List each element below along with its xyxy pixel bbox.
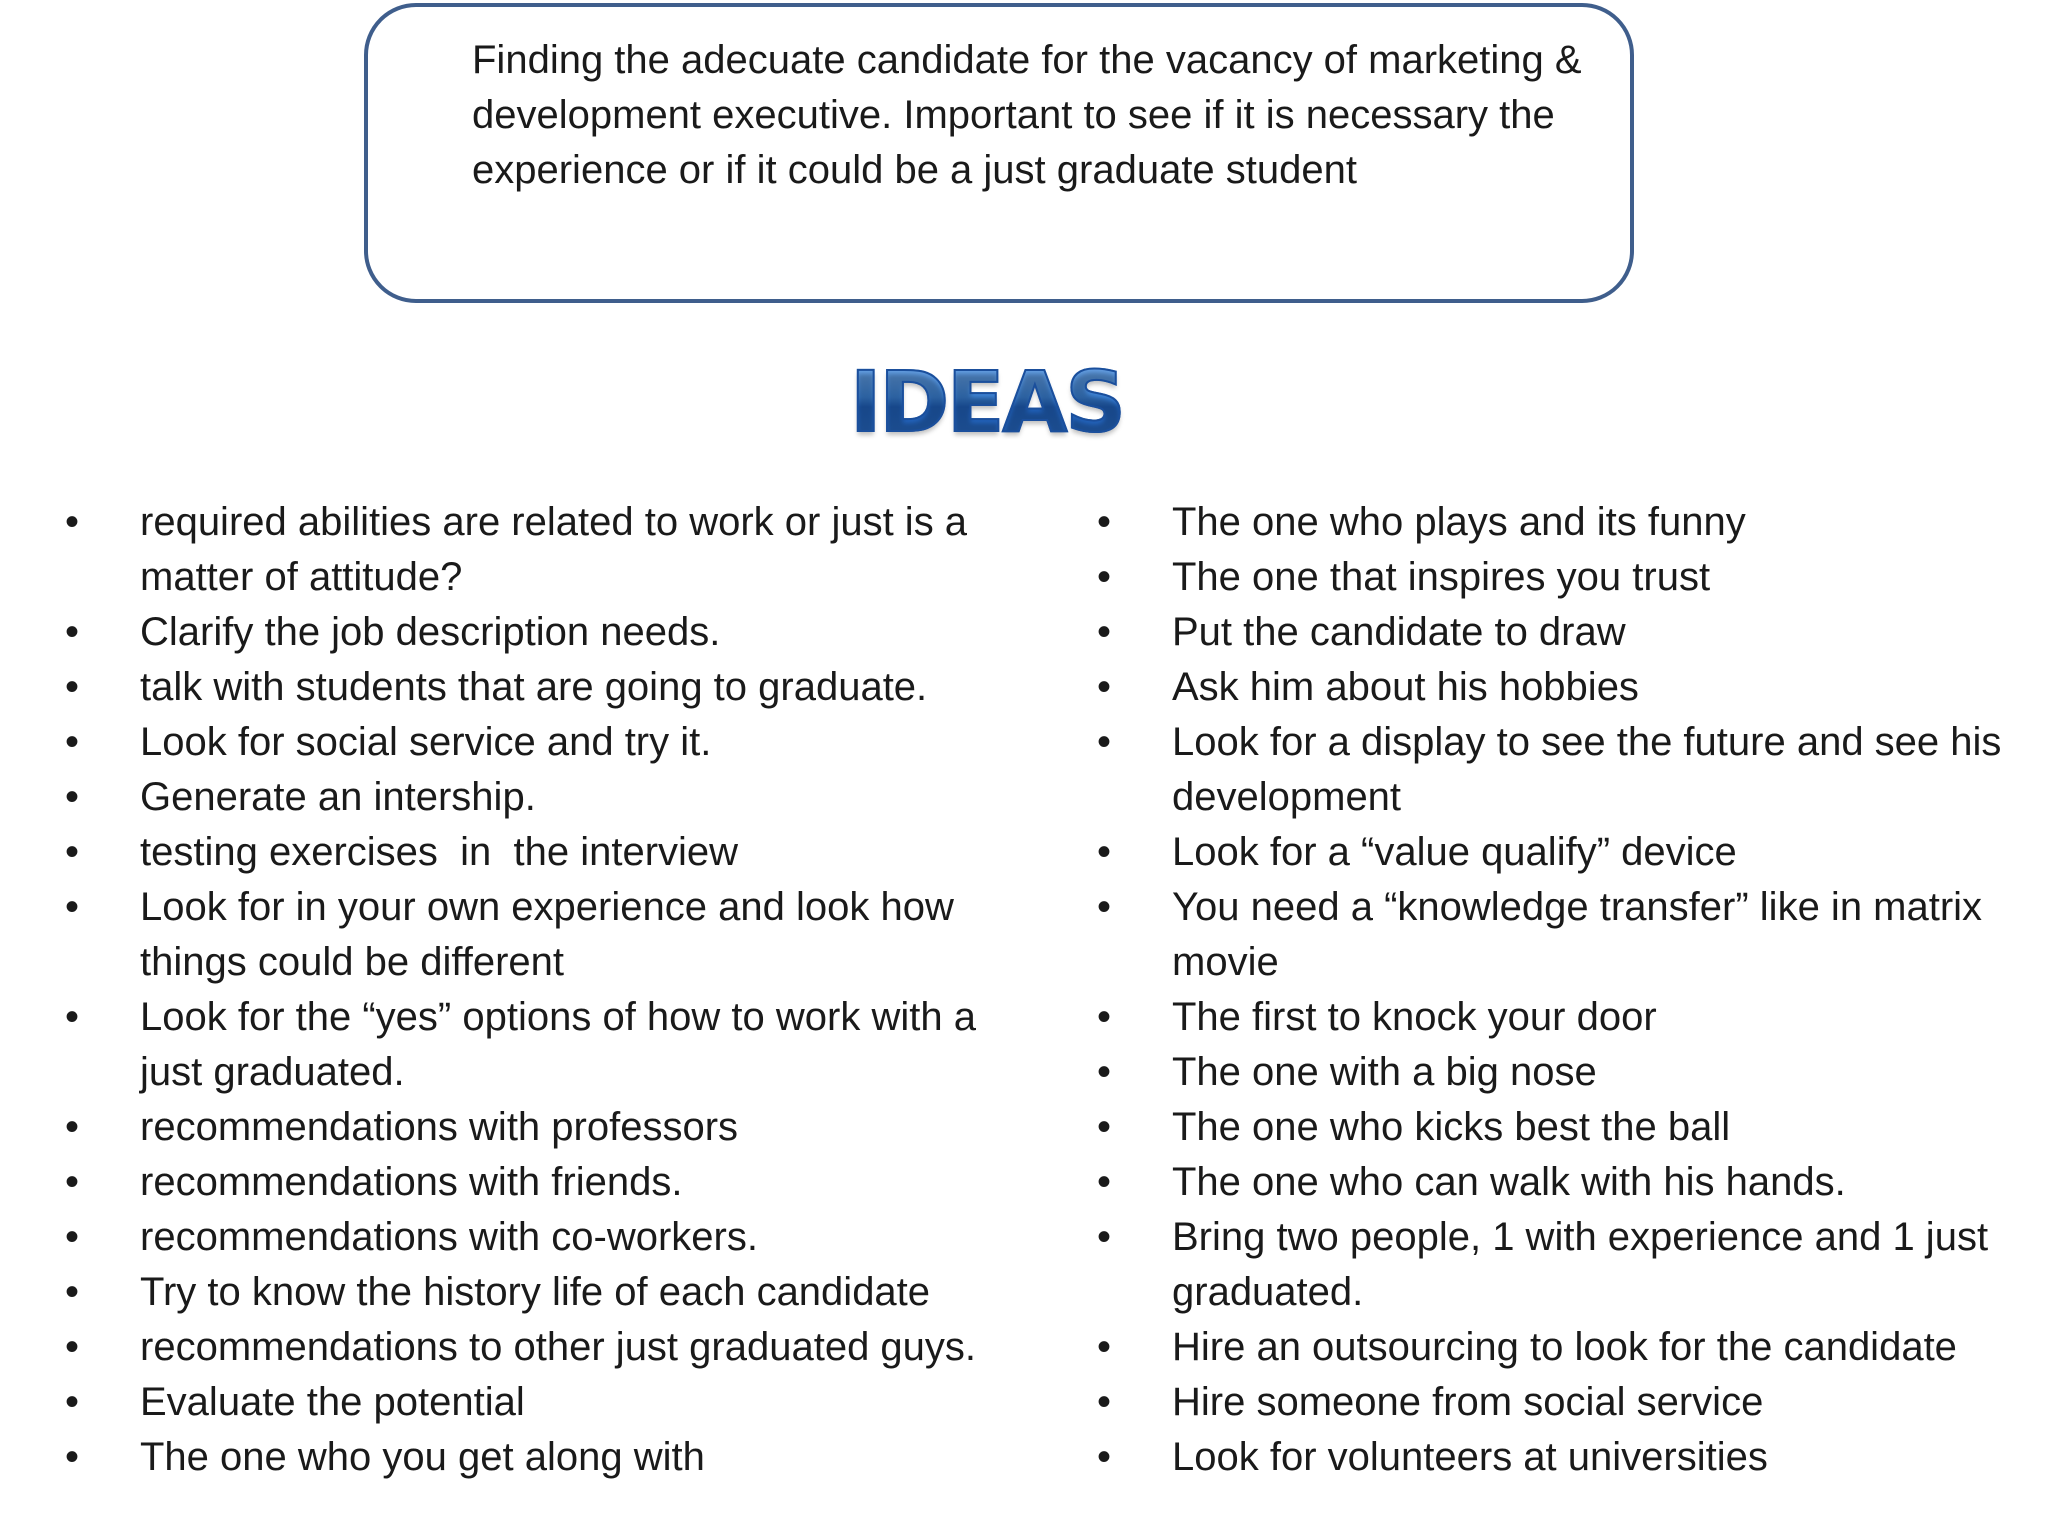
idea-item — [60, 1430, 1040, 1485]
ideas-title: IDEAS — [0, 352, 1974, 452]
idea-item — [1092, 550, 2042, 605]
bullet-icon: • — [64, 1215, 79, 1259]
bullet-icon: • — [1096, 830, 1111, 874]
bullet-icon: • — [64, 1380, 79, 1424]
idea-item — [60, 825, 1040, 880]
idea-item — [60, 605, 1040, 660]
bullet-icon: • — [1096, 665, 1111, 709]
idea-text: The one who can walk with his hands. — [1172, 1160, 1846, 1204]
bullet-icon: • — [1096, 995, 1111, 1039]
bullet-icon: • — [64, 885, 79, 929]
idea-item — [60, 770, 1040, 825]
ideas-list-right — [1092, 495, 2042, 1485]
idea-item — [60, 1210, 1040, 1265]
idea-item — [60, 990, 1040, 1100]
bullet-icon: • — [64, 610, 79, 654]
idea-text: required abilities are related to work or just is a matter of attitude? — [140, 500, 979, 599]
idea-text: Bring two people, 1 with experience and 1 just graduated. — [1172, 1215, 2000, 1314]
bullet-icon: • — [64, 995, 79, 1039]
idea-text: The one who you get along with — [140, 1435, 705, 1479]
idea-item — [1092, 1430, 2042, 1485]
idea-item — [1092, 715, 2042, 825]
idea-text: The one who kicks best the ball — [1172, 1105, 1731, 1149]
bullet-icon: • — [64, 665, 79, 709]
bullet-icon: • — [1096, 1215, 1111, 1259]
idea-item — [1092, 1320, 2042, 1375]
bullet-icon: • — [1096, 885, 1111, 929]
idea-text: The first to knock your door — [1172, 995, 1657, 1039]
idea-item — [60, 880, 1040, 990]
bullet-icon: • — [64, 1435, 79, 1479]
bullet-icon: • — [64, 830, 79, 874]
idea-text: Look for the “yes” options of how to work with a just graduated. — [140, 995, 988, 1094]
idea-item — [60, 1265, 1040, 1320]
idea-item — [1092, 660, 2042, 715]
bullet-icon: • — [64, 1160, 79, 1204]
idea-item — [1092, 1375, 2042, 1430]
bullet-icon: • — [64, 1105, 79, 1149]
idea-text: The one who plays and its funny — [1172, 500, 1746, 544]
bullet-icon: • — [64, 1270, 79, 1314]
idea-text: Generate an intership. — [140, 775, 536, 819]
bullet-icon: • — [1096, 720, 1111, 764]
idea-text: talk with students that are going to graduate. — [140, 665, 928, 709]
bullet-icon: • — [64, 720, 79, 764]
idea-text: The one that inspires you trust — [1172, 555, 1711, 599]
idea-text: recommendations with professors — [140, 1105, 739, 1149]
idea-item — [1092, 1210, 2042, 1320]
idea-item — [1092, 1100, 2042, 1155]
idea-text: You need a “knowledge transfer” like in matrix movie — [1172, 885, 1994, 984]
idea-text: testing exercises in the interview — [140, 830, 739, 874]
idea-text: recommendations with friends. — [140, 1160, 683, 1204]
idea-text: Try to know the history life of each candidate — [140, 1270, 931, 1314]
ideas-list-left — [60, 495, 1040, 1485]
bullet-icon: • — [1096, 500, 1111, 544]
idea-item — [1092, 1155, 2042, 1210]
bullet-icon: • — [1096, 1380, 1111, 1424]
idea-item — [1092, 990, 2042, 1045]
idea-text: Put the candidate to draw — [1172, 610, 1626, 654]
bullet-icon: • — [1096, 1050, 1111, 1094]
idea-item — [1092, 495, 2042, 550]
idea-text: Look for social service and try it. — [140, 720, 712, 764]
idea-item — [60, 1155, 1040, 1210]
idea-text: Look for a “value qualify” device — [1172, 830, 1737, 874]
idea-text: Hire an outsourcing to look for the candidate — [1172, 1325, 1957, 1369]
idea-item — [60, 495, 1040, 605]
bullet-icon: • — [64, 500, 79, 544]
bullet-icon: • — [64, 775, 79, 819]
bullet-icon: • — [1096, 1325, 1111, 1369]
bullet-icon: • — [1096, 610, 1111, 654]
idea-text: Hire someone from social service — [1172, 1380, 1764, 1424]
idea-text: Ask him about his hobbies — [1172, 665, 1639, 709]
idea-text: Evaluate the potential — [140, 1380, 525, 1424]
bullet-icon: • — [1096, 1435, 1111, 1479]
idea-text: Look for in your own experience and look how things could be different — [140, 885, 965, 984]
idea-item — [60, 715, 1040, 770]
idea-text: Clarify the job description needs. — [140, 610, 721, 654]
idea-text: recommendations with co-workers. — [140, 1215, 758, 1259]
bullet-icon: • — [1096, 555, 1111, 599]
idea-text: Look for volunteers at universities — [1172, 1435, 1768, 1479]
problem-statement-text: Finding the adecuate candidate for the vacancy of marketing & development executive. Important to see if it is necessary the experience or if it could be a just graduate student — [472, 38, 1582, 192]
idea-item — [60, 1320, 1040, 1375]
idea-text: Look for a display to see the future and see his development — [1172, 720, 2013, 819]
bullet-icon: • — [64, 1325, 79, 1369]
bullet-icon: • — [1096, 1160, 1111, 1204]
idea-item — [1092, 1045, 2042, 1100]
idea-text: The one with a big nose — [1172, 1050, 1597, 1094]
idea-text: recommendations to other just graduated guys. — [140, 1325, 977, 1369]
idea-item — [1092, 825, 2042, 880]
idea-item — [1092, 880, 2042, 990]
idea-item — [60, 1100, 1040, 1155]
bullet-icon: • — [1096, 1105, 1111, 1149]
problem-statement-box — [364, 3, 1634, 303]
idea-item — [60, 660, 1040, 715]
idea-item — [1092, 605, 2042, 660]
idea-item — [60, 1375, 1040, 1430]
